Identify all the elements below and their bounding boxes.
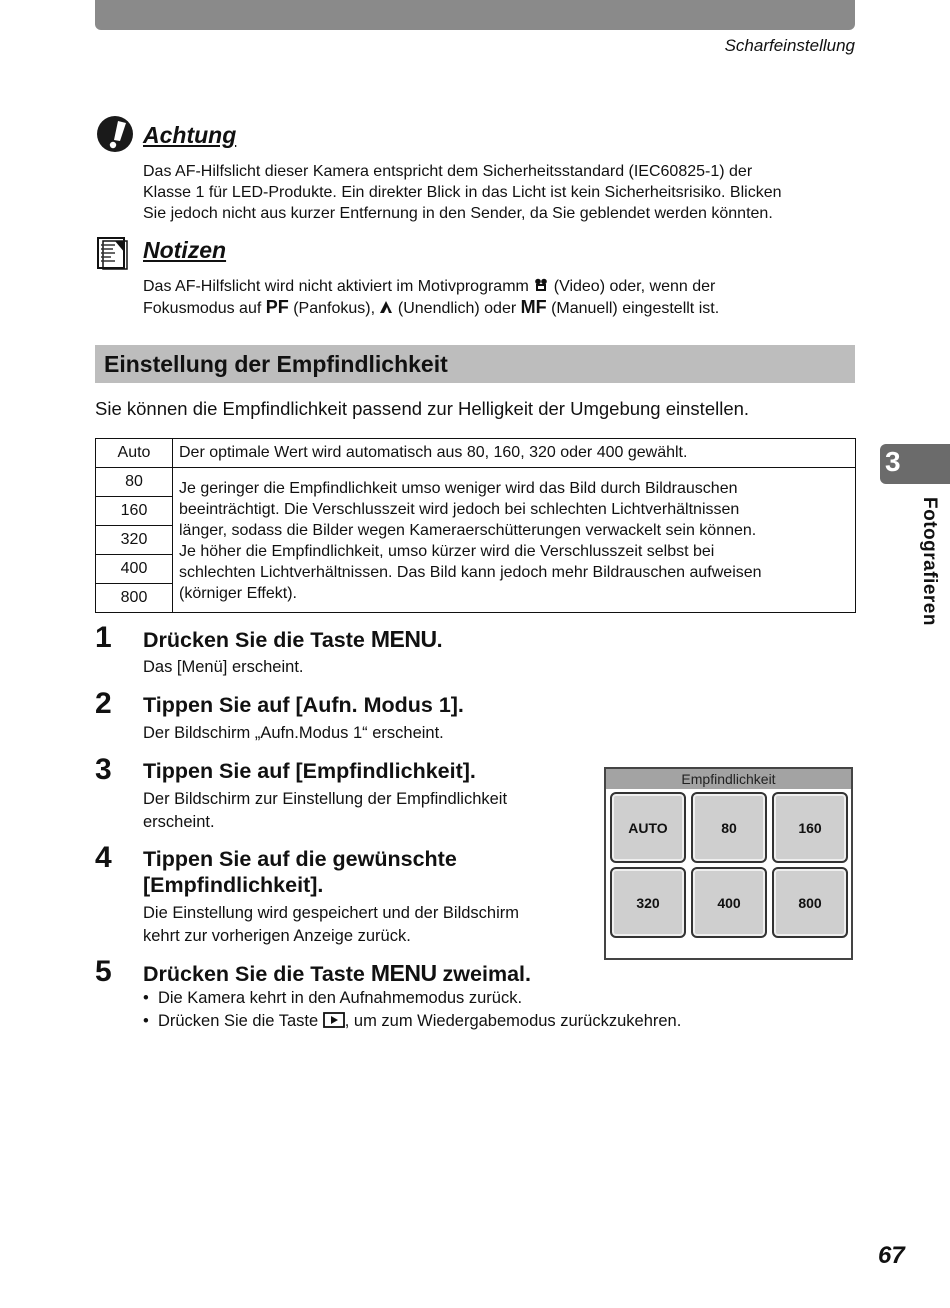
header-bar <box>95 0 855 30</box>
video-mode-icon <box>533 278 549 292</box>
memo-icon <box>97 237 129 276</box>
step-body: Die Einstellung wird gespeichert und der Bildschirm kehrt zur vorherigen Anzeige zurück. <box>143 904 520 945</box>
sensitivity-screen <box>604 767 853 960</box>
section-intro: Sie können die Empfindlichkeit passend zur Helligkeit der Umgebung einstellen. <box>95 398 750 419</box>
step-number: 1 <box>95 621 112 654</box>
section-title: Einstellung der Empfindlichkeit <box>104 351 448 377</box>
iso-80-button[interactable]: 80 <box>691 792 767 863</box>
step-number: 3 <box>95 753 112 786</box>
table-value-cell: 800 <box>96 584 173 613</box>
step-number: 2 <box>95 687 112 720</box>
caution-icon <box>96 115 134 158</box>
bullet-item: • Drücken Sie die Taste , um zum Wiedergabemodus zurückzukehren. <box>143 1012 682 1030</box>
memo-text <box>143 276 863 319</box>
memo-line: Das AF-Hilfslicht wird nicht aktiviert im Motivprogramm (Video) oder, wenn der <box>143 278 716 295</box>
table-value-cell: 80 <box>96 468 173 497</box>
memo-title: Notizen <box>143 237 227 263</box>
running-head: Scharfeinstellung <box>724 36 855 55</box>
step-number: 5 <box>95 955 112 988</box>
page-number: 67 <box>878 1242 905 1269</box>
chapter-number: 3 <box>885 446 901 477</box>
table-value-cell: 320 <box>96 526 173 555</box>
table-desc-line: länger, sodass die Bilder wegen Kameraerschütterungen verwackelt sein können. <box>179 522 757 539</box>
iso-400-button[interactable]: 400 <box>691 867 767 938</box>
step-title: Tippen Sie auf [Aufn. Modus 1]. <box>143 693 464 717</box>
caution-line: Klasse 1 für LED-Produkte. Ein direkter Blick in das Licht ist kein Sicherheitsrisiko. Blicken <box>143 184 782 201</box>
memo-line: Fokusmodus auf PF (Panfokus), (Unendlich) oder MF (Manuell) eingestellt ist. <box>143 297 720 317</box>
sensitivity-table <box>95 438 856 613</box>
caution-text <box>143 161 781 224</box>
iso-320-button[interactable]: 320 <box>610 867 686 938</box>
caution-line: Sie jedoch nicht aus kurzer Entfernung in den Sender, da Sie geblendet werden könnten. <box>143 205 773 222</box>
caution-title: Achtung <box>143 122 237 148</box>
bullet-item: • Die Kamera kehrt in den Aufnahmemodus zurück. <box>143 989 523 1007</box>
menu-key: MENU <box>370 626 437 652</box>
iso-800-button[interactable]: 800 <box>772 867 848 938</box>
step-body: Der Bildschirm zur Einstellung der Empfindlichkeit erscheint. <box>143 790 508 831</box>
table-auto-desc: Der optimale Wert wird automatisch aus 80, 160, 320 oder 400 gewählt. <box>173 439 856 468</box>
table-desc-line: schlechten Lichtverhältnissen. Das Bild kann jedoch mehr Bildrauschen aufweisen <box>179 564 762 581</box>
table-desc <box>173 468 856 613</box>
step-title: Drücken Sie die Taste MENU zweimal. <box>143 960 531 986</box>
step-number: 4 <box>95 841 112 874</box>
menu-key: MENU <box>370 960 437 986</box>
playback-button-icon <box>323 1012 345 1028</box>
step-body: Der Bildschirm „Aufn.Modus 1“ erscheint. <box>143 724 444 742</box>
step-title: Drücken Sie die Taste MENU. <box>143 626 443 652</box>
table-desc-line: beeinträchtigt. Die Verschlusszeit wird jedoch bei schlechten Lichtverhältnissen <box>179 501 740 518</box>
step-body: Das [Menü] erscheint. <box>143 658 304 676</box>
caution-line: Das AF-Hilfslicht dieser Kamera entspricht dem Sicherheitsstandard (IEC60825-1) der <box>143 163 753 180</box>
infinity-mountain-icon <box>379 300 393 314</box>
chapter-name: Fotografieren <box>919 497 940 626</box>
step-title: Tippen Sie auf [Empfindlichkeit]. <box>143 759 476 783</box>
screen-title: Empfindlichkeit <box>606 769 851 789</box>
iso-auto-button[interactable]: AUTO <box>610 792 686 863</box>
table-desc-line: Je geringer die Empfindlichkeit umso weniger wird das Bild durch Bildrauschen <box>179 480 738 497</box>
table-desc-line: Je höher die Empfindlichkeit, umso kürzer wird die Verschlusszeit selbst bei <box>179 543 715 560</box>
table-value-cell: 400 <box>96 555 173 584</box>
table-value-cell: 160 <box>96 497 173 526</box>
table-desc-line: (körniger Effekt). <box>179 585 297 602</box>
table-value-cell: Auto <box>96 439 173 468</box>
mf-symbol: MF <box>520 297 547 317</box>
iso-160-button[interactable]: 160 <box>772 792 848 863</box>
step-title: Tippen Sie auf die gewünschte [Empfindlichkeit]. <box>143 847 457 897</box>
pf-symbol: PF <box>265 297 289 317</box>
